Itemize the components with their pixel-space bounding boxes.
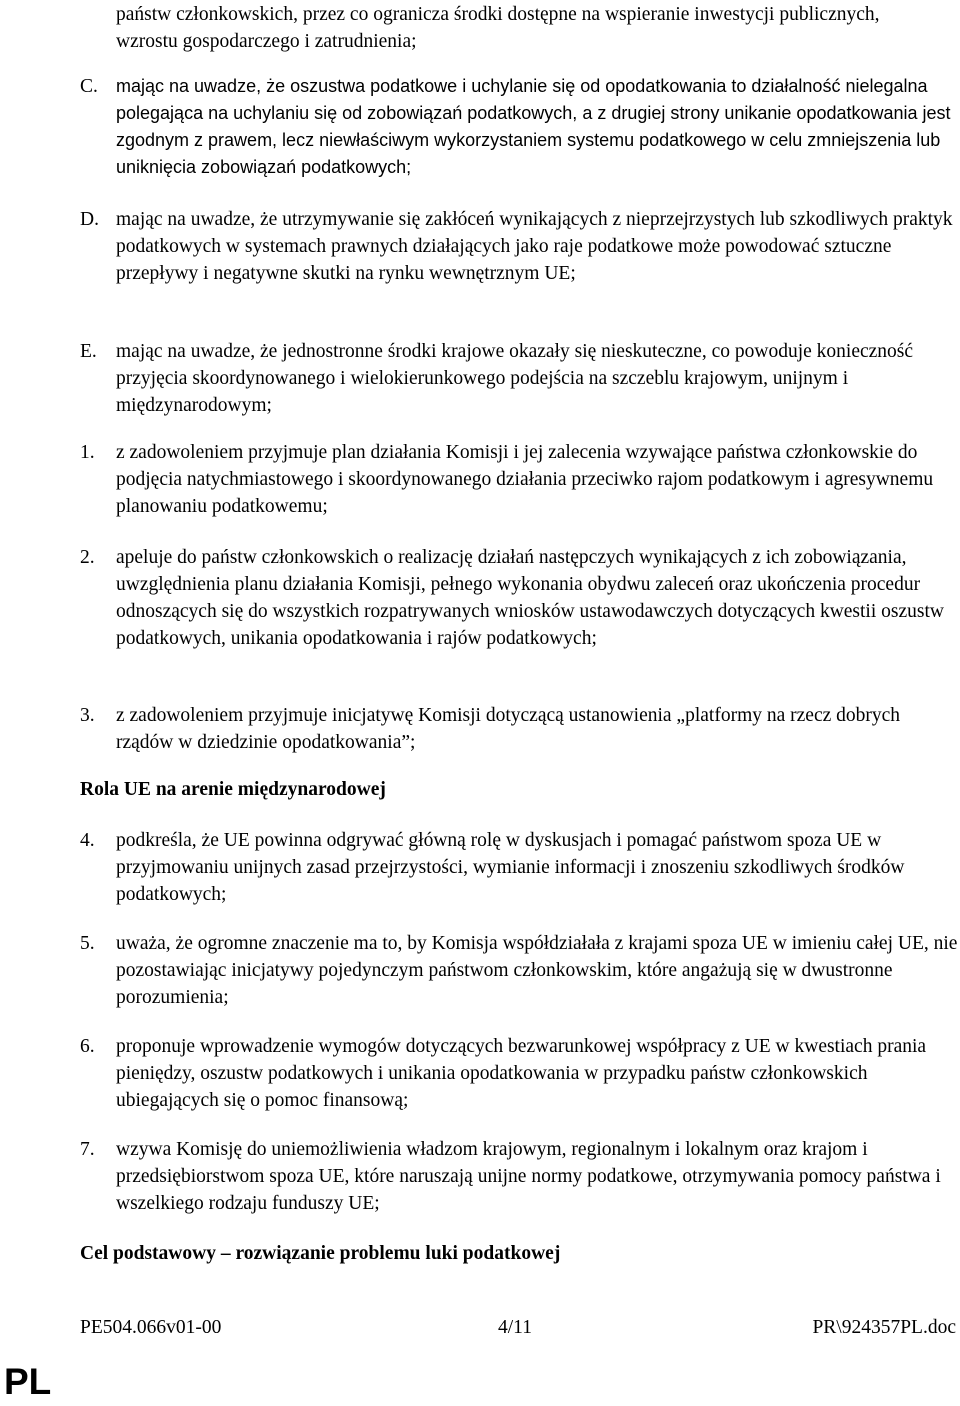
recital-e <box>80 338 960 419</box>
recital-label: D. <box>80 209 99 230</box>
intro-continuation: państw członkowskich, przez co ogranicza środki dostępne na wspieranie inwestycji publicznych, wzrostu gospodarczego i zatrudnienia; <box>116 4 880 52</box>
point-text: podkreśla, że UE powinna odgrywać główną rolę w dyskusjach i pomagać państwom spoza UE w przyjmowaniu unijnych zasad przejrzystości, wymianie informacji i znoszeniu szkodliwych środków podatkowych; <box>116 830 905 905</box>
point-label: 4. <box>80 830 95 851</box>
point-text: wzywa Komisję do uniemożliwienia władzom krajowym, regionalnym i lokalnym oraz krajom i przedsiębiorstwom spoza UE, które naruszają unijne normy podatkowe, otrzymywania pomocy państwa i wszelkiego rodzaju funduszy UE; <box>116 1139 941 1214</box>
section-heading: Rola UE na arenie międzynarodowej <box>80 779 386 800</box>
point-text: proponuje wprowadzenie wymogów dotyczących bezwarunkowej współpracy z UE w kwestiach prania pieniędzy, oszustw podatkowych i unikania opodatkowania w przypadku państw członkowskich ubiegających się o pomoc finansową; <box>116 1036 927 1111</box>
point-text: uważa, że ogromne znaczenie ma to, by Komisja współdziałała z krajami spoza UE w imieniu całej UE, nie pozostawiając inicjatywy pojedynczym państwom członkowskim, które angażują się w dwustronne porozumienia; <box>116 933 958 1008</box>
recital-d <box>80 206 960 287</box>
footer-doc-ref: PE504.066v01-00 <box>80 1317 222 1338</box>
point-label: 1. <box>80 442 95 463</box>
point-1 <box>80 439 960 520</box>
point-label: 6. <box>80 1036 95 1057</box>
point-text: apeluje do państw członkowskich o realizację działań następczych wynikających z ich zobowiązania, uwzględnienia planu działania Komisji, pełnego wykonania obydwu zaleceń oraz ukończenia procedur odnoszących się do wszystkich rozpatrywanych wniosków ustawodawczych dotyczących kwestii oszustw podatkowych, unikania opodatkowania i rajów podatkowych; <box>116 547 944 649</box>
recital-text: mając na uwadze, że oszustwa podatkowe i uchylanie się od opodatkowania to działalność nielegalna polegająca na uchylaniu się od zobowiązań podatkowych, a z drugiej strony unikanie opodatkowania jest zgodnym z prawem, lecz niewłaściwym wykorzystaniem systemu podatkowego w celu zmniejszenia lub uniknięcia zobowiązań podatkowych; <box>116 76 951 177</box>
point-2 <box>80 544 960 652</box>
recital-label: E. <box>80 341 97 362</box>
recital-text: mając na uwadze, że jednostronne środki krajowe okazały się nieskuteczne, co powoduje konieczność przyjęcia skoordynowanego i wielokierunkowego podejścia na szczeblu krajowym, unijnym i międzynarodowym; <box>116 341 914 416</box>
point-label: 3. <box>80 705 95 726</box>
point-6 <box>80 1033 960 1114</box>
point-label: 7. <box>80 1139 95 1160</box>
point-label: 5. <box>80 933 95 954</box>
footer-page-number: 4/11 <box>498 1317 532 1338</box>
point-text: z zadowoleniem przyjmuje inicjatywę Komisji dotyczącą ustanowienia „platformy na rzecz dobrych rządów w dziedzinie opodatkowania”; <box>116 705 901 753</box>
point-5 <box>80 930 960 1011</box>
language-code: PL <box>4 1361 52 1402</box>
point-label: 2. <box>80 547 95 568</box>
recital-c <box>80 73 960 181</box>
point-4 <box>80 827 960 908</box>
section-heading: Cel podstawowy – rozwiązanie problemu luki podatkowej <box>80 1243 561 1264</box>
recital-label: C. <box>80 76 98 97</box>
footer-file-name: PR\924357PL.doc <box>812 1317 956 1338</box>
point-text: z zadowoleniem przyjmuje plan działania Komisji i jej zalecenia wzywające państwa członkowskie do podjęcia natychmiastowego i skoordynowanego działania przeciwko rajom podatkowym i agresywnemu planowaniu podatkowemu; <box>116 442 934 517</box>
point-3 <box>80 702 960 756</box>
recital-text: mając na uwadze, że utrzymywanie się zakłóceń wynikających z nieprzejrzystych lub szkodliwych praktyk podatkowych w systemach prawnych działających jako raje podatkowe może powodować sztuczne przepływy i negatywne skutki na rynku wewnętrznym UE; <box>116 209 953 284</box>
point-7 <box>80 1136 960 1217</box>
